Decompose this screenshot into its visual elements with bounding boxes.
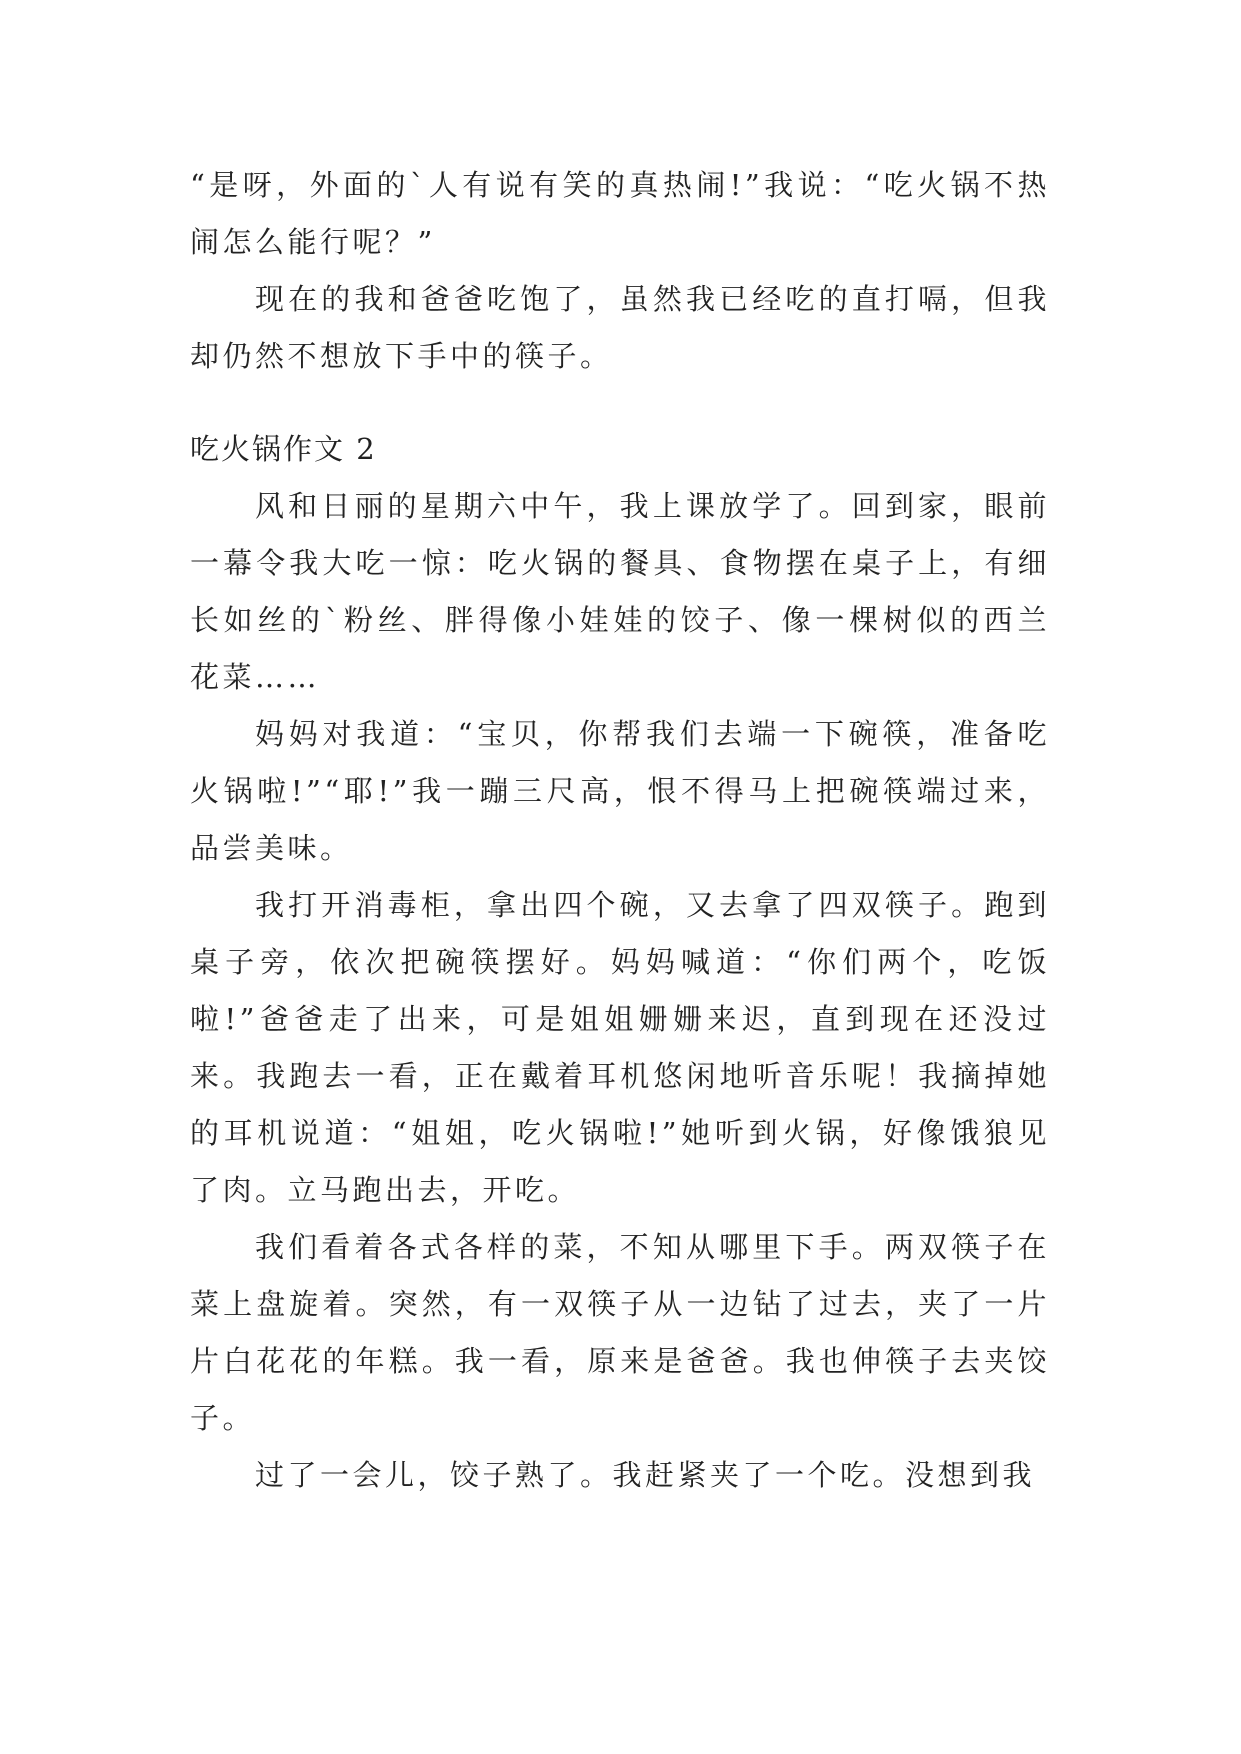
paragraph-dumplings-cooked: 过了一会儿，饺子熟了。我赶紧夹了一个吃。没想到我: [255, 1458, 1036, 1492]
document-body: [190, 157, 1050, 1504]
paragraph-arriving-home: 风和日丽的星期六中午，我上课放学了。回到家，眼前一幕令我大吃一惊：吃火锅的餐具、食物摆在桌子上，有细长如丝的`粉丝、胖得像小娃娃的饺子、像一棵树似的西兰花菜……: [190, 489, 1050, 694]
essay-heading: 吃火锅作文 2: [190, 432, 377, 466]
paragraph-dialogue-end: “是呀，外面的`人有说有笑的真热闹!”我说：“吃火锅不热闹怎么能行呢？”: [190, 168, 1050, 259]
paragraph-choosing-food: 我们看着各式各样的菜，不知从哪里下手。两双筷子在菜上盘旋着。突然，有一双筷子从一边钻了过去，夹了一片片白花花的年糕。我一看，原来是爸爸。我也伸筷子去夹饺子。: [190, 1230, 1050, 1435]
section-spacer: [190, 385, 1050, 421]
paragraph-setting-table: 我打开消毒柜，拿出四个碗，又去拿了四双筷子。跑到桌子旁，依次把碗筷摆好。妈妈喊道：“你们两个，吃饭啦!”爸爸走了出来，可是姐姐姗姗来迟，直到现在还没过来。我跑去一看，正在戴着耳机悠闲地听音乐呢！我摘掉她的耳机说道：“姐姐，吃火锅啦!”她听到火锅，好像饿狼见了肉。立马跑出去，开吃。: [190, 888, 1050, 1207]
paragraph-mom-calls: 妈妈对我道：“宝贝，你帮我们去端一下碗筷，准备吃火锅啦!”“耶!”我一蹦三尺高，恨不得马上把碗筷端过来，品尝美味。: [190, 717, 1050, 865]
paragraph-full-after-meal: 现在的我和爸爸吃饱了，虽然我已经吃的直打嗝，但我却仍然不想放下手中的筷子。: [190, 282, 1050, 373]
